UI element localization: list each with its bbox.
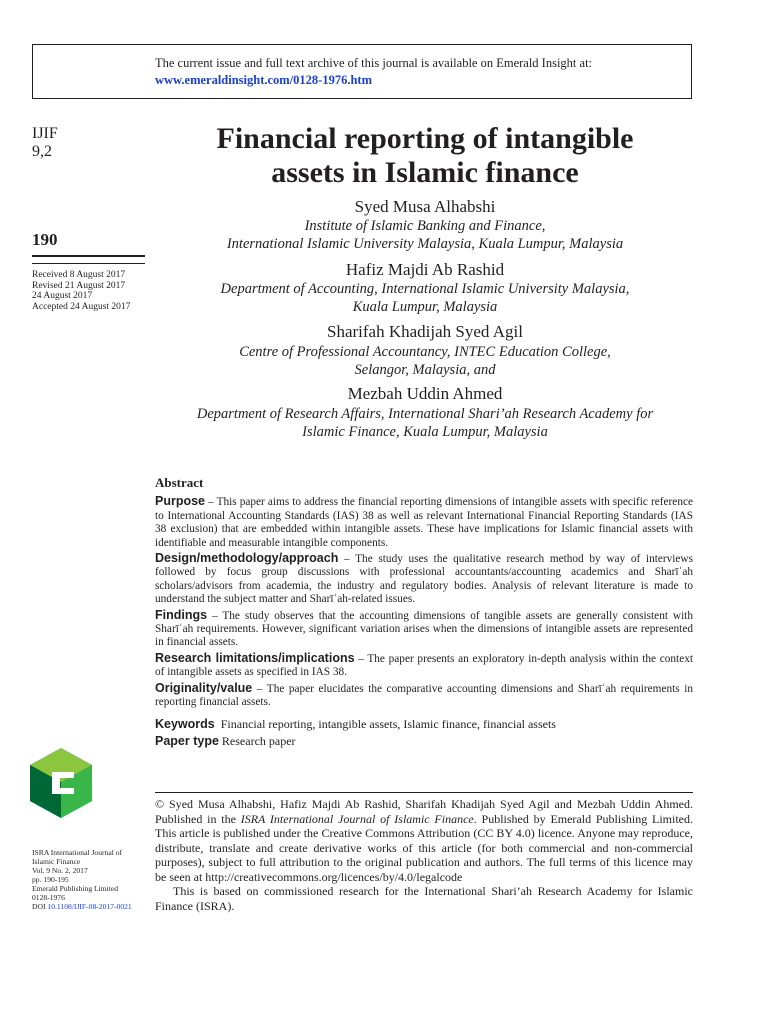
paper-type-label: Paper type — [155, 733, 219, 748]
abstract-section — [155, 609, 693, 650]
revised-date-2: 24 August 2017 — [32, 291, 93, 301]
section-label: Originality/value — [155, 680, 253, 695]
section-text: – The paper presents an exploratory in-depth analysis within the context of intangible assets as specified in IAS 38. — [155, 652, 693, 679]
paper-type-text: Research paper — [221, 733, 296, 748]
abstract-heading: Abstract — [155, 475, 204, 490]
revised-date: Revised 21 August 2017 — [32, 280, 126, 291]
received-date: Received 8 August 2017 — [32, 270, 126, 280]
pub-pages: pp. 190-195 — [32, 875, 69, 884]
section-text: – The paper elucidates the comparative accounting dimensions and Sharīʿah requirements in reporting financial assets. — [155, 682, 693, 709]
pub-issn: 0128-1976 — [32, 893, 65, 902]
author-affiliation — [155, 344, 695, 379]
publication-info — [32, 848, 147, 911]
pub-journal-line1: ISRA International Journal of — [32, 848, 123, 857]
affil-line: Selangor, Malaysia, and — [354, 361, 496, 378]
author-name: Sharifah Khadijah Syed Agil — [327, 322, 523, 341]
section-label: Research limitations/implications — [155, 650, 355, 665]
abstract-section — [155, 552, 693, 607]
volume-issue: 9,2 — [32, 143, 52, 160]
copyright-para — [155, 797, 693, 884]
copyright-journal: ISRA International Journal of Islamic Finance — [240, 811, 474, 826]
author-affiliation — [155, 281, 695, 316]
title-line-2: assets in Islamic finance — [271, 156, 579, 189]
affil-line: International Islamic University Malaysia, Kuala Lumpur, Malaysia — [226, 235, 624, 252]
section-text: – This paper aims to address the financial reporting dimensions of intangible assets with specific reference to International Accounting Standards (IAS) 38 as well as relevant International Financial Reporting Standards (IAS 38 exclusion) that are embedded within intangible assets. These have implications for Islamic financial assets with identifiable and measurable intangible components. — [155, 496, 693, 549]
article-history — [32, 270, 130, 312]
accepted-date: Accepted 24 August 2017 — [32, 301, 131, 312]
keywords — [155, 718, 693, 731]
section-label: Purpose — [155, 494, 206, 509]
abstract-section — [155, 495, 693, 550]
banner-notice: The current issue and full text archive of this journal is available on Emerald Insight at: — [155, 56, 593, 70]
sidebar-divider-top — [32, 255, 145, 257]
funding-note: This is based on commissioned research for the International Shari’ah Research Academy for Islamic Finance (ISRA). — [155, 884, 693, 913]
section-text: – The study uses the qualitative research method by way of interviews followed by focus group discussions with professional accountants/accounting academics and Sharīʿah scholars/advisors from academia, the industry and regulatory bodies. Analysis of relevant literature is made to understand the subject matter and Sharīʿah-related issues. — [155, 553, 693, 606]
abstract-section — [155, 652, 693, 680]
sidebar-divider-bottom — [32, 263, 145, 264]
copyright-text-b: . Published by Emerald Publishing Limited. This article is published under the Creative Commons Attribution (CC BY 4.0) licence. Anyone may reproduce, distribute, translate and create derivative works of this article (for both commercial and non-commercial purposes), subject to full attribution to the original publication and authors. The full terms of this licence may be seen at http://creativecommons.org/licences/by/4.0/legalcode — [155, 811, 693, 884]
banner-link[interactable]: www.emeraldinsight.com/0128-1976.htm — [155, 73, 372, 87]
section-label: Design/methodology/approach — [155, 551, 339, 566]
journal-abbrev: IJIF — [32, 125, 58, 142]
title-line-1: Financial reporting of intangible — [216, 122, 634, 155]
copyright-text-a: © Syed Musa Alhabshi, Hafiz Majdi Ab Rashid, Sharifah Khadijah Syed Agil and Mezbah Uddin Ahmed. Published in the — [155, 797, 693, 826]
doi-link[interactable]: 10.1108/IJIF-08-2017-0021 — [47, 902, 132, 911]
pub-journal-line2: Islamic Finance — [32, 857, 81, 866]
doi-label: DOI — [32, 902, 46, 911]
abstract — [155, 476, 693, 750]
affil-line: Kuala Lumpur, Malaysia — [352, 298, 498, 315]
keywords-label: Keywords — [155, 716, 215, 731]
copyright-notice — [155, 792, 693, 913]
affil-line: Islamic Finance, Kuala Lumpur, Malaysia — [302, 423, 548, 440]
author-name: Hafiz Majdi Ab Rashid — [345, 260, 505, 279]
affil-line: Department of Accounting, International Islamic University Malaysia, — [220, 281, 630, 297]
pub-doi-line — [32, 902, 147, 911]
paper-type — [155, 735, 693, 748]
pub-publisher: Emerald Publishing Limited — [32, 884, 119, 893]
author-affiliation — [155, 218, 695, 253]
author-affiliation — [155, 406, 695, 441]
section-label: Findings — [155, 607, 208, 622]
affil-line: Centre of Professional Accountancy, INTEC Education College, — [239, 344, 611, 360]
pub-volume: Vol. 9 No. 2, 2017 — [32, 866, 88, 875]
abstract-section — [155, 682, 693, 710]
author-name: Mezbah Uddin Ahmed — [347, 384, 503, 403]
section-text: – The study observes that the accounting dimensions of tangible assets are generally consistent with Sharīʿah requirements. However, significant variation arises when the dimensions of intangible assets are represented in financial assets. — [155, 609, 693, 649]
journal-code — [32, 125, 58, 161]
page-number: 190 — [32, 230, 58, 249]
affil-line: Institute of Islamic Banking and Finance, — [304, 218, 546, 234]
emerald-logo-icon — [30, 748, 92, 818]
article-title — [155, 122, 695, 190]
affil-line: Department of Research Affairs, International Shari’ah Research Academy for — [196, 406, 654, 422]
keywords-text: Financial reporting, intangible assets, Islamic finance, financial assets — [220, 716, 556, 731]
journal-archive-banner — [32, 44, 692, 99]
banner-text-block — [155, 55, 592, 89]
author-name: Syed Musa Alhabshi — [354, 197, 496, 216]
